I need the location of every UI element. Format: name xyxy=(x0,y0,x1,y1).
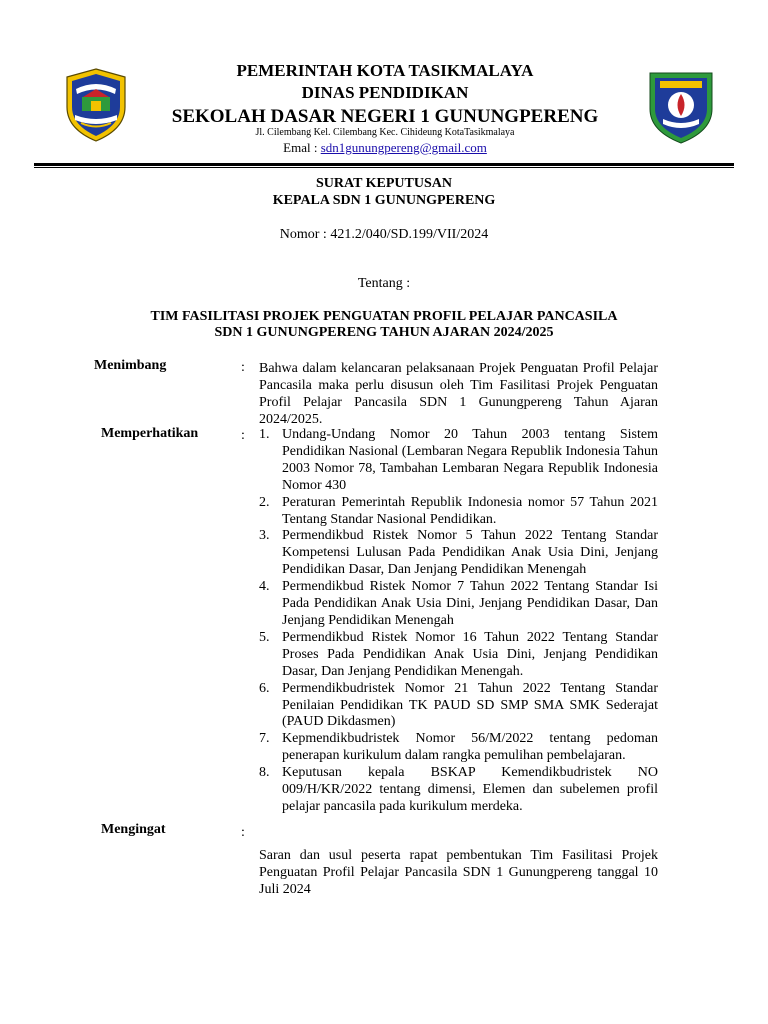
mengingat-label: Mengingat xyxy=(101,822,166,837)
mengingat-colon: : xyxy=(241,825,245,840)
school-name: SEKOLAH DASAR NEGERI 1 GUNUNGPERENG xyxy=(171,106,599,127)
document-number: Nomor : 421.2/040/SD.199/VII/2024 xyxy=(279,227,489,242)
list-item xyxy=(259,579,658,630)
list-item-text: Undang-Undang Nomor 20 Tahun 2003 tentang Sistem Pendidikan Nasional (Lembaran Negara Republik Indonesia Tahun 2003 Nomor 78, Tambahan Lembaran Negara Republik Indonesia Nomor 430 xyxy=(282,427,658,493)
list-item xyxy=(259,495,658,529)
list-item-text: Peraturan Pemerintah Republik Indonesia nomor 57 Tahun 2021 Tentang Standar Nasional Pendidikan. xyxy=(282,494,658,527)
list-item-number: 3. xyxy=(259,528,270,544)
school-address: Jl. Cilembang Kel. Cilembang Kec. Cihideung KotaTasikmalaya xyxy=(255,127,515,138)
list-item-number: 2. xyxy=(259,494,270,510)
subject-line-1: TIM FASILITASI PROJEK PENGUATAN PROFIL PELAJAR PANCASILA xyxy=(150,309,618,324)
list-item-number: 8. xyxy=(259,765,270,781)
considerations-list xyxy=(259,427,658,816)
document-title: SURAT KEPUTUSAN xyxy=(315,176,452,191)
list-item-number: 6. xyxy=(259,680,270,696)
list-item-text: Permendikbud Ristek Nomor 5 Tahun 2022 Tentang Standar Kompetensi Lulusan Pada Pendidikan Anak Usia Dini, Jenjang Pendidikan Dasar, Dan Jenjang Pendidikan Menengah xyxy=(282,528,658,578)
list-item-number: 4. xyxy=(259,579,270,595)
mengingat-text: Saran dan usul peserta rapat pembentukan Tim Fasilitasi Projek Penguatan Profil Pelajar Pancasila SDN 1 Gunungpereng tanggal 10 Juli 2024 xyxy=(259,848,658,897)
menimbang-label: Menimbang xyxy=(94,358,167,373)
memperhatikan-label: Memperhatikan xyxy=(101,426,199,441)
email-label: Emal : xyxy=(283,140,321,155)
list-item xyxy=(259,528,658,579)
menimbang-colon: : xyxy=(241,360,245,375)
list-item-text: Keputusan kepala BSKAP Kemendikbudristek NO 009/H/KR/2022 tentang dimensi, Elemen dan subelemen profil pelajar pancasila pada kurikulum merdeka. xyxy=(282,765,658,814)
memperhatikan-colon: : xyxy=(241,428,245,443)
list-item xyxy=(259,630,658,681)
city-emblem-icon xyxy=(63,67,129,143)
list-item xyxy=(259,681,658,732)
about-label: Tentang : xyxy=(357,276,411,291)
list-item-number: 1. xyxy=(259,427,270,442)
list-item-text: Permendikbudristek Nomor 21 Tahun 2022 Tentang Standar Penilaian Pendidikan TK PAUD SD SMP SMA SMK Sederajat (PAUD Dikdasmen) xyxy=(282,680,658,730)
department-name: DINAS PENDIDIKAN xyxy=(301,83,469,102)
list-item xyxy=(259,731,658,765)
list-item-number: 5. xyxy=(259,629,270,645)
subject-line-2: SDN 1 GUNUNGPERENG TAHUN AJARAN 2024/2025 xyxy=(214,325,554,340)
list-item-text: Permendikbud Ristek Nomor 7 Tahun 2022 Tentang Standar Isi Pada Pendidikan Anak Usia Dini, Jenjang Pendidikan Dasar, Dan Jenjang Pendidikan Menengah xyxy=(282,579,658,628)
document-issuer: KEPALA SDN 1 GUNUNGPERENG xyxy=(272,193,496,208)
email-link[interactable]: sdn1gunungpereng@gmail.com xyxy=(320,140,487,155)
list-item xyxy=(259,427,658,495)
list-item xyxy=(259,765,658,816)
header-divider-thin xyxy=(34,167,734,168)
list-item-text: Permendikbud Ristek Nomor 16 Tahun 2022 Tentang Standar Proses Pada Pendidikan Anak Usia Dini, Jenjang Pendidikan Dasar, Dan Jenjang Pendidikan Menengah. xyxy=(282,629,658,679)
header-divider-thick xyxy=(34,163,734,166)
list-item-number: 7. xyxy=(259,731,270,747)
list-item-text: Kepmendikbudristek Nomor 56/M/2022 tentang pedoman penerapan kurikulum dalam rangka pemulihan pembelajaran. xyxy=(282,731,658,764)
government-name: PEMERINTAH KOTA TASIKMALAYA xyxy=(236,61,534,80)
menimbang-text: Bahwa dalam kelancaran pelaksanaan Projek Penguatan Profil Pelajar Pancasila maka perlu disusun oleh Tim Fasilitasi Projek Penguatan Profil Pelajar Pancasila SDN 1 Gunungpereng Tahun Ajaran 2024/2025. xyxy=(259,361,658,427)
email-line xyxy=(130,140,640,156)
school-emblem-icon xyxy=(646,67,716,145)
